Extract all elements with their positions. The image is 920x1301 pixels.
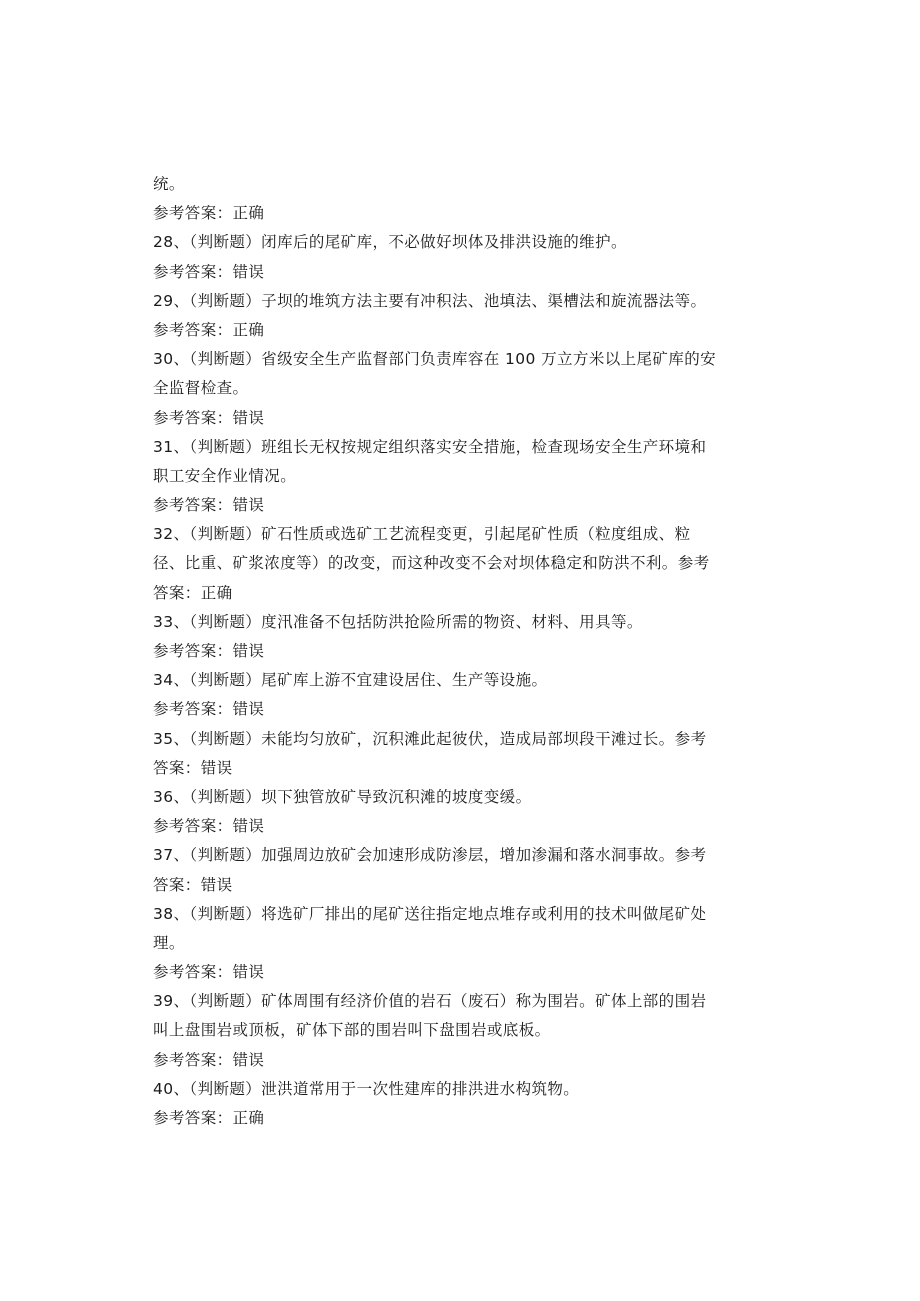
question-line-continued: 径、比重、矿浆浓度等）的改变，而这种改变不会对坝体稳定和防洪不利。参考 [153, 554, 710, 573]
answer-line: 答案：正确 [153, 583, 233, 602]
answer-line: 参考答案：正确 [153, 320, 265, 339]
answer-line: 参考答案：正确 [153, 1109, 265, 1127]
answer-line: 参考答案：错误 [153, 700, 265, 719]
answer-line: 参考答案：错误 [153, 262, 265, 281]
answer-line: 参考答案：错误 [153, 408, 265, 427]
document-page [153, 170, 763, 1133]
text-line: 统。 [153, 175, 185, 193]
answer-line: 参考答案：错误 [153, 1050, 265, 1069]
question-line-continued: 叫上盘围岩或顶板，矿体下部的围岩叫下盘围岩或底板。 [153, 1021, 551, 1040]
question-line: 40、（判断题）泄洪道常用于一次性建库的排洪进水构筑物。 [153, 1079, 580, 1098]
answer-line: 参考答案：错误 [153, 817, 265, 836]
answer-line: 参考答案：错误 [153, 963, 265, 982]
answer-line: 答案：错误 [153, 875, 233, 894]
question-line-continued: 职工安全作业情况。 [153, 466, 297, 485]
question-line: 29、（判断题）子坝的堆筑方法主要有冲积法、池填法、渠槽法和旋流器法等。 [153, 291, 707, 310]
question-line: 38、（判断题）将选矿厂排出的尾矿送往指定地点堆存或利用的技术叫做尾矿处 [153, 904, 707, 923]
question-line: 37、（判断题）加强周边放矿会加速形成防渗层，增加渗漏和落水洞事故。参考 [153, 846, 707, 865]
question-line-continued: 全监督检查。 [153, 379, 249, 398]
question-line-continued: 理。 [153, 933, 185, 952]
question-line: 39、（判断题）矿体周围有经济价值的岩石（废石）称为围岩。矿体上部的围岩 [153, 992, 707, 1011]
question-line: 31、（判断题）班组长无权按规定组织落实安全措施，检查现场安全生产环境和 [153, 437, 707, 456]
question-line: 33、（判断题）度汛准备不包括防洪抢险所需的物资、材料、用具等。 [153, 612, 643, 631]
answer-line: 参考答案：错误 [153, 496, 265, 515]
question-line: 34、（判断题）尾矿库上游不宜建设居住、生产等设施。 [153, 671, 548, 690]
question-line: 30、（判断题）省级安全生产监督部门负责库容在 100 万立方米以上尾矿库的安 [153, 350, 717, 369]
question-line: 28、（判断题）闭库后的尾矿库，不必做好坝体及排洪设施的维护。 [153, 233, 627, 252]
answer-line: 答案：错误 [153, 758, 233, 777]
answer-line: 参考答案：正确 [153, 204, 265, 223]
question-line: 35、（判断题）未能均匀放矿，沉积滩此起彼伏，造成局部坝段干滩过长。参考 [153, 729, 707, 748]
question-line: 32、（判断题）矿石性质或选矿工艺流程变更，引起尾矿性质（粒度组成、粒 [153, 525, 691, 544]
question-line: 36、（判断题）坝下独管放矿导致沉积滩的坡度变缓。 [153, 787, 532, 806]
answer-line: 参考答案：错误 [153, 642, 265, 660]
